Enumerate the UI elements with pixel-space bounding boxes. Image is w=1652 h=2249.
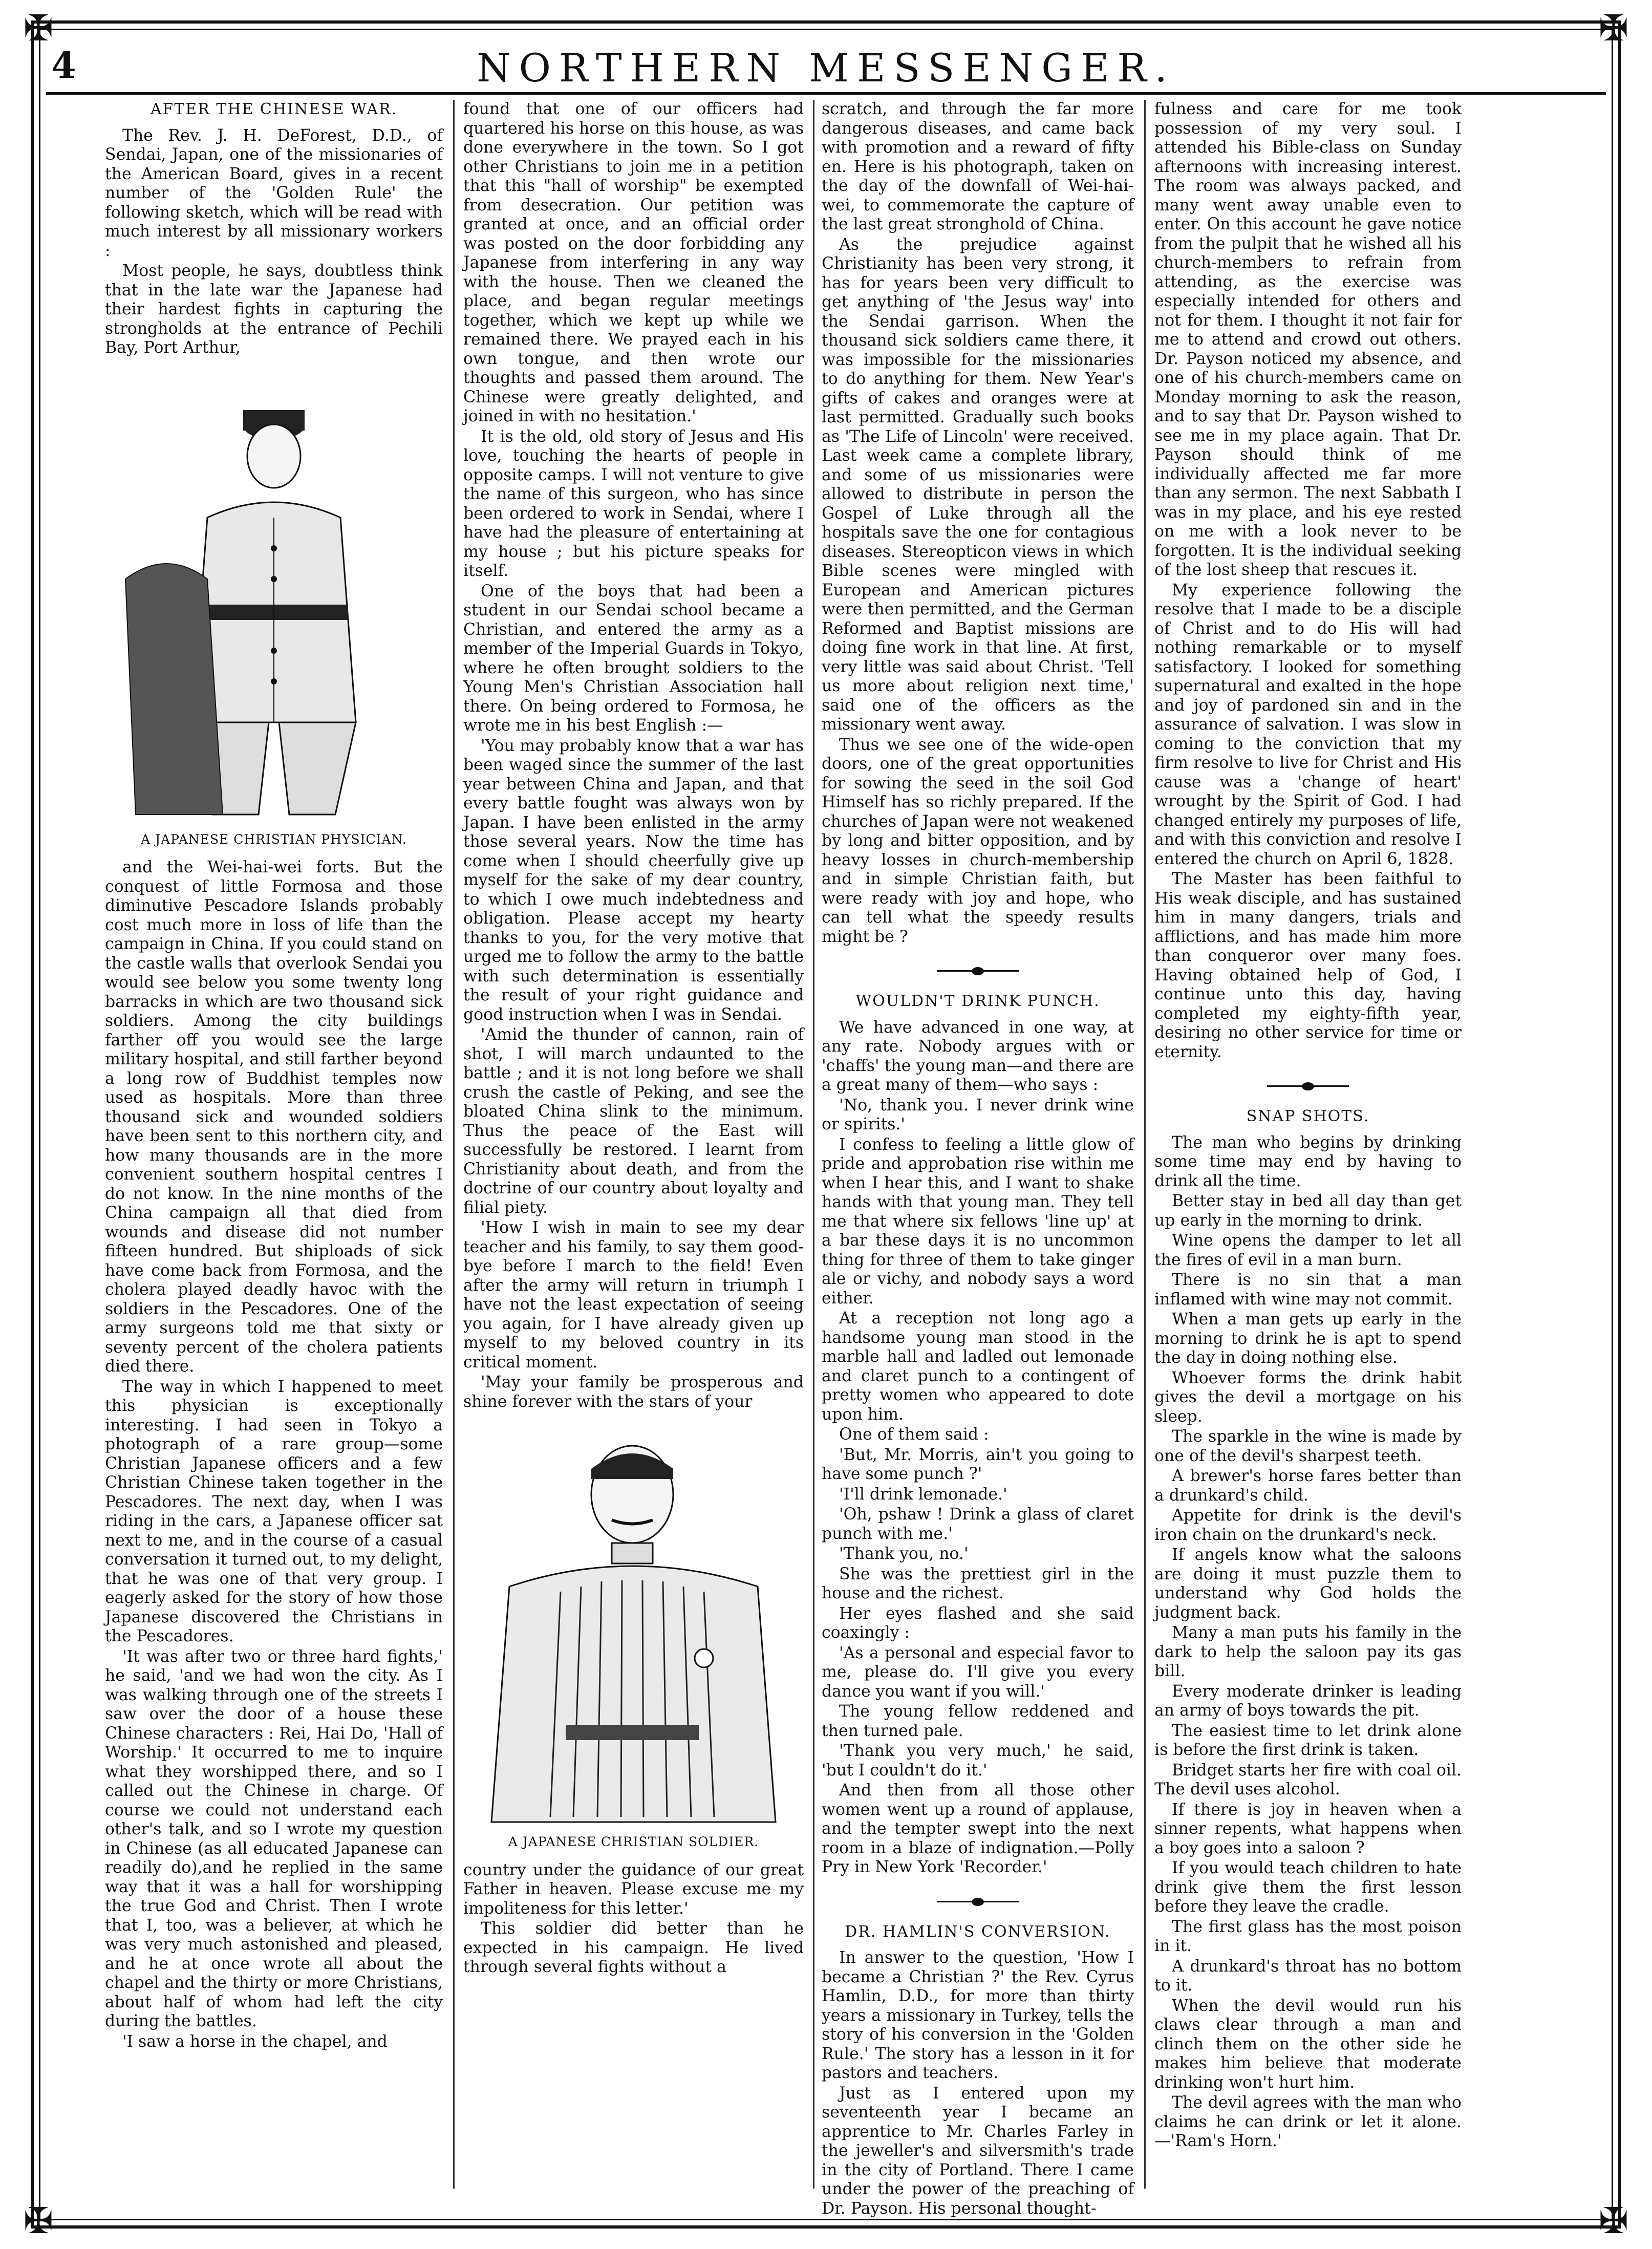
paragraph: Just as I entered upon my seventeenth year I became an apprentice to Mr. Charles Farley in the jeweller's and silversmith's trade in the city of Portland. There I came under the power of the preaching of Dr. Payson. His personal thought- [822, 2084, 1134, 2218]
article-title: SNAP SHOTS. [1246, 1107, 1370, 1125]
corner-ornament-icon: ✠ [1598, 7, 1629, 49]
paragraph: She was the prettiest girl in the house and the richest. [822, 1565, 1134, 1602]
paragraph: If angels know what the saloons are doing it must puzzle them to understand why God holds the judgment back. [1154, 1546, 1462, 1622]
paragraph: I confess to feeling a little glow of pride and approbation rise within me when I hear this, and I want to shake hands with that young man. They tell me that where six fellows 'line up' at a bar these days it is no uncommon thing for three of them to take ginger ale or vichy, and nobody says a word either. [822, 1135, 1134, 1308]
paragraph: Whoever forms the drink habit gives the devil a mortgage on his sleep. [1154, 1368, 1462, 1426]
paragraph: 'Amid the thunder of cannon, rain of shot, I will march undaunted to the battle ; and it is not long before we shall crush the castle of Peking, and see the bloated China slink to the minimum. Thus the peace of the East will successfully be restored. I learnt from Christianity about death, and from the doctrine of our country about loyalty and filial piety. [463, 1025, 804, 1217]
column-2 [463, 100, 804, 1978]
corner-ornament-icon: ✠ [23, 7, 54, 49]
paragraph: Many a man puts his family in the dark to help the saloon pay its gas bill. [1154, 1623, 1462, 1680]
article-title: AFTER THE CHINESE WAR. [150, 100, 398, 118]
article-title: DR. HAMLIN'S CONVERSION. [845, 1922, 1111, 1941]
column-rule [453, 100, 455, 2189]
column-1 [105, 100, 443, 2052]
paragraph: The first glass has the most poison in it. [1154, 1917, 1462, 1955]
paragraph: It is the old, old story of Jesus and His love, touching the hearts of people in opposite camps. I will not venture to give the name of this surgeon, who has since been ordered to work in Sendai, where I have had the pleasure of entertaining at my house ; but his picture speaks for itself. [463, 427, 804, 580]
column-3 [822, 100, 1134, 2219]
section-divider [937, 1898, 1019, 1905]
paragraph: This soldier did better than he expected in his campaign. He lived through several fights without a [463, 1919, 804, 1976]
soldier-illustration [463, 1418, 804, 1852]
paragraph: scratch, and through the far more dangerous diseases, and came back with promotion and a reward of fifty en. Here is his photograph, taken on the day of the downfall of Wei-hai-wei, to commemorate the capture of the last great stronghold of China. [822, 100, 1134, 233]
paragraph: 'May your family be prosperous and shine forever with the stars of your [463, 1373, 804, 1411]
paragraph: found that one of our officers had quartered his horse on this house, as was done everywhere in the town. So I got other Christians to join me in a petition that this "hall of worship" be exempted from desecration. Our petition was granted at once, and an official order was posted on the door forbidding any Japanese from interfering in any way with the house. Then we cleaned the place, and began regular meetings together, which we kept up while we remained there. We prayed each in his own tongue, and then wrote our thoughts and passed them around. The Chinese were greatly delighted, and joined in with no hesitation.' [463, 100, 804, 425]
paragraph: When a man gets up early in the morning to drink he is apt to spend the day in doing nothing else. [1154, 1310, 1462, 1367]
paragraph: At a reception not long ago a handsome young man stood in the marble hall and ladled out lemonade and claret punch to a contingent of pretty women who appeared to dote upon him. [822, 1309, 1134, 1424]
corner-ornament-icon: ✠ [1598, 2200, 1629, 2242]
paragraph: The way in which I happened to meet this physician is exceptionally interesting. I had seen in Tokyo a photograph of a rare group—some Christian Japanese officers and a few Christian Chinese taken together in the Pescadores. The next day, when I was riding in the cars, a Japanese officer sat next to me, and in the course of a casual conversation it turned out, to my delight, that he was one of that very group. I eagerly asked for the story of how those Japanese discovered the Christians in the Pescadores. [105, 1377, 443, 1645]
paragraph: We have advanced in one way, at any rate. Nobody argues with or 'chaffs' the young man—and there are a great many of them—who says : [822, 1018, 1134, 1094]
paragraph: The man who begins by drinking some time may end by having to drink all the time. [1154, 1133, 1462, 1190]
physician-illustration [105, 364, 443, 849]
paragraph: And then from all those other women went up a round of applause, and the tempter swept into the next room in a blaze of indignation.—Polly Pry in New York 'Recorder.' [822, 1781, 1134, 1876]
paragraph: Her eyes flashed and she said coaxingly : [822, 1604, 1134, 1642]
paragraph: Better stay in bed all day than get up early in the morning to drink. [1154, 1192, 1462, 1230]
paragraph: country under the guidance of our great Father in heaven. Please excuse me my impoliteness for this letter.' [463, 1860, 804, 1918]
article-title: WOULDN'T DRINK PUNCH. [855, 992, 1100, 1010]
paragraph: Every moderate drinker is leading an army of boys towards the pit. [1154, 1682, 1462, 1720]
paragraph: A brewer's horse fares better than a drunkard's child. [1154, 1467, 1462, 1505]
paragraph: and the Wei-hai-wei forts. But the conquest of little Formosa and those diminutive Pescadore Islands probably cost much more in loss of life than the campaign in China. If you could stand on the castle walls that overlook Sendai you would see below you some twenty long barracks in which are two thousand sick soldiers. Among the city buildings farther off you would see the large military hospital, and still farther beyond a long row of Buddhist temples now used as hospitals. More than three thousand sick and wounded soldiers have been sent to this northern city, and how many thousands are in the more convenient southern hospital centres I do not know. In the nine months of the China campaign all that died from wounds and disease did not number fifteen hundred. But shiploads of sick have come back from Formosa, and the cholera played deadly havoc with the soldiers in the Pescadores. One of the army surgeons told me that sixty or seventy percent of the cholera patients died there. [105, 858, 443, 1376]
paragraph: 'Thank you very much,' he said, 'but I couldn't do it.' [822, 1742, 1134, 1780]
paragraph: The Master has been faithful to His weak disciple, and has sustained him in many dangers, trials and afflictions, and has made him more than conqueror over many foes. Having obtained help of God, I continue unto this day, having completed my eighty-fifth year, desiring no other service for time or eternity. [1154, 870, 1462, 1061]
paragraph: In answer to the question, 'How I became a Christian ?' the Rev. Cyrus Hamlin, D.D., for more than thirty years a missionary in Turkey, tells the story of his conversion in the 'Golden Rule.' The story has a lesson in it for pastors and teachers. [822, 1948, 1134, 2082]
paragraph: 'You may probably know that a war has been waged since the summer of the last year between China and Japan, and that every battle fought was always won by Japan. I have been enlisted in the army those several years. Now the time has come when I should cheerfully give up myself for the sake of my dear country, to which I owe much indebtedness and obligation. Please accept my hearty thanks to you, for the very motive that urged me to follow the army to the battle with such determination is essentially the result of your right guidance and good instruction when I was in Sendai. [463, 736, 804, 1024]
paragraph: My experience following the resolve that I made to be a disciple of Christ and to do His will had nothing remarkable or to myself satisfactory. I looked for something supernatural and exalted in the hope and joy of pardoned sin and in the assurance of salvation. I was slow in coming to the conviction that my firm resolve to live for Christ and His cause was a 'change of heart' wrought by the Spirit of God. I had changed entirely my purposes of life, and with this conviction and resolve I entered the church on April 6, 1828. [1154, 581, 1462, 868]
corner-ornament-icon: ✠ [23, 2200, 54, 2242]
paragraph: The easiest time to let drink alone is before the first drink is taken. [1154, 1721, 1462, 1759]
paragraph: 'Oh, pshaw ! Drink a glass of claret punch with me.' [822, 1505, 1134, 1543]
paragraph: One of them said : [839, 1425, 989, 1444]
paragraph: 'I saw a horse in the chapel, and [122, 2032, 388, 2051]
paragraph: As the prejudice against Christianity has been very strong, it has for years been very difficult to get anything of 'the Jesus way' into the Sendai garrison. When the thousand sick soldiers came there, it was impossible for the missionaries to do anything for them. New Year's gifts of cakes and oranges were at last permitted. Gradually such books as 'The Life of Lincoln' were received. Last week came a complete library, and some of us missionaries were allowed to distribute in person the Gospel of Luke through all the hospitals save the one for contagious diseases. Stereopticon views in which Bible scenes were mingled with European and American pictures were then permitted, and the German Reformed and Baptist missions are doing fine work in that line. At first, very little was said about Christ. 'Tell us more about religion next time,' said one of the officers as the missionary went away. [822, 235, 1134, 734]
paragraph: There is no sin that a man inflamed with wine may not commit. [1154, 1271, 1462, 1309]
figure-caption: A JAPANESE CHRISTIAN SOLDIER. [508, 1834, 759, 1849]
paragraph: One of the boys that had been a student in our Sendai school became a Christian, and entered the army as a member of the Imperial Guards in Tokyo, where he often brought soldiers to the Young Men's Christian Association hall there. On being ordered to Formosa, he wrote me in his best English :— [463, 582, 804, 735]
paragraph: If there is joy in heaven when a sinner repents, what happens when a boy goes into a saloon ? [1154, 1800, 1462, 1857]
masthead [46, 41, 1606, 95]
paragraph: 'No, thank you. I never drink wine or spirits.' [822, 1096, 1134, 1133]
paragraph: Thus we see one of the wide-open doors, one of the great opportunities for sowing the seed in the soil God Himself has so richly prepared. If the churches of Japan were not weakened by long and bitter opposition, and by heavy losses in church-membership and in simple Christian faith, but were ready with joy and hope, who can tell what the speedy results might be ? [822, 735, 1134, 946]
soldier-figure-icon [463, 1418, 804, 1827]
paragraph: 'I'll drink lemonade.' [839, 1485, 1007, 1504]
section-divider [1267, 1082, 1349, 1089]
paragraph: 'Thank you, no.' [839, 1545, 969, 1563]
physician-figure-icon [105, 364, 443, 825]
paragraph: 'It was after two or three hard fights,' he said, 'and we had won the city. As I was walking through one of the streets I saw over the door of a house these Chinese characters : Rei, Hai Do, 'Hall of Worship.' It occurred to me to inquire what they worshipped there, and so I called out the Chinese in charge. Of course we could not understand each other's talk, and so I wrote my question in Chinese (as all educated Japanese can readily do),and he replied in the same way that it was a hall for worshipping the true God and Christ. Then I wrote that I, too, was a believer, at which he was very much astonished and pleased, and he at once wrote all about the chapel and the thirty or more Christians, about half of whom had left the city during the battles. [105, 1647, 443, 2030]
paragraph: The devil agrees with the man who claims he can drink or let it alone.—'Ram's Horn.' [1154, 2093, 1462, 2150]
column-rule [813, 100, 814, 2189]
newspaper-title: NORTHERN MESSENGER. [477, 45, 1175, 91]
column-4 [1154, 100, 1462, 2152]
paragraph: 'As a personal and especial favor to me, please do. I'll give you every dance you want if you will.' [822, 1643, 1134, 1701]
paragraph: The young fellow reddened and then turned pale. [822, 1702, 1134, 1740]
figure-caption: A JAPANESE CHRISTIAN PHYSICIAN. [141, 831, 407, 847]
paragraph: When the devil would run his claws clear through a man and clinch them on the other side he makes him believe that moderate drinking won't hurt him. [1154, 1996, 1462, 2092]
paragraph: A drunkard's throat has no bottom to it. [1154, 1957, 1462, 1995]
section-divider [937, 967, 1019, 974]
column-rule [1144, 100, 1146, 2189]
paragraph: 'But, Mr. Morris, ain't you going to have some punch ?' [822, 1445, 1134, 1483]
paragraph: 'How I wish in main to see my dear teacher and his family, to say them good-bye before I march to the field! Even after the army will return in triumph I have not the least expectation of seeing you again, for I have already given up myself to my beloved country in its critical moment. [463, 1218, 804, 1372]
paragraph: If you would teach children to hate drink give them the first lesson before they leave the cradle. [1154, 1859, 1462, 1916]
page-number: 4 [51, 44, 76, 87]
paragraph: fulness and care for me took possession of my very soul. I attended his Bible-class on Sunday afternoons with increasing interest. The room was always packed, and many went away unable even to enter. On this account he gave notice from the pulpit that he wished all his church-members to refrain from attending, as the exercise was especially intended for others and not for them. I thought it not fair for me to attend and crowd out others. Dr. Payson noticed my absence, and one of his church-members came on Monday morning to ask the reason, and to say that Dr. Payson wished to see me in my place again. That Dr. Payson should think of me individually affected me far more than any sermon. The next Sabbath I was in my place, and his eye rested on me with a look never to be forgotten. It is the individual seeking of the lost sheep that rescues it. [1154, 100, 1462, 579]
paragraph: The Rev. J. H. DeForest, D.D., of Sendai, Japan, one of the missionaries of the American Board, gives in a recent number of the 'Golden Rule' the following sketch, which will be read with much interest by all missionary workers : [105, 126, 443, 260]
paragraph: Appetite for drink is the devil's iron chain on the drunkard's neck. [1154, 1506, 1462, 1544]
paragraph: Bridget starts her fire with coal oil. The devil uses alcohol. [1154, 1761, 1462, 1798]
paragraph: Most people, he says, doubtless think that in the late war the Japanese had their hardest fights in capturing the strongholds at the entrance of Pechili Bay, Port Arthur, [105, 262, 443, 357]
paragraph: The sparkle in the wine is made by one of the devil's sharpest teeth. [1154, 1427, 1462, 1465]
paragraph: Wine opens the damper to let all the fires of evil in a man burn. [1154, 1231, 1462, 1269]
